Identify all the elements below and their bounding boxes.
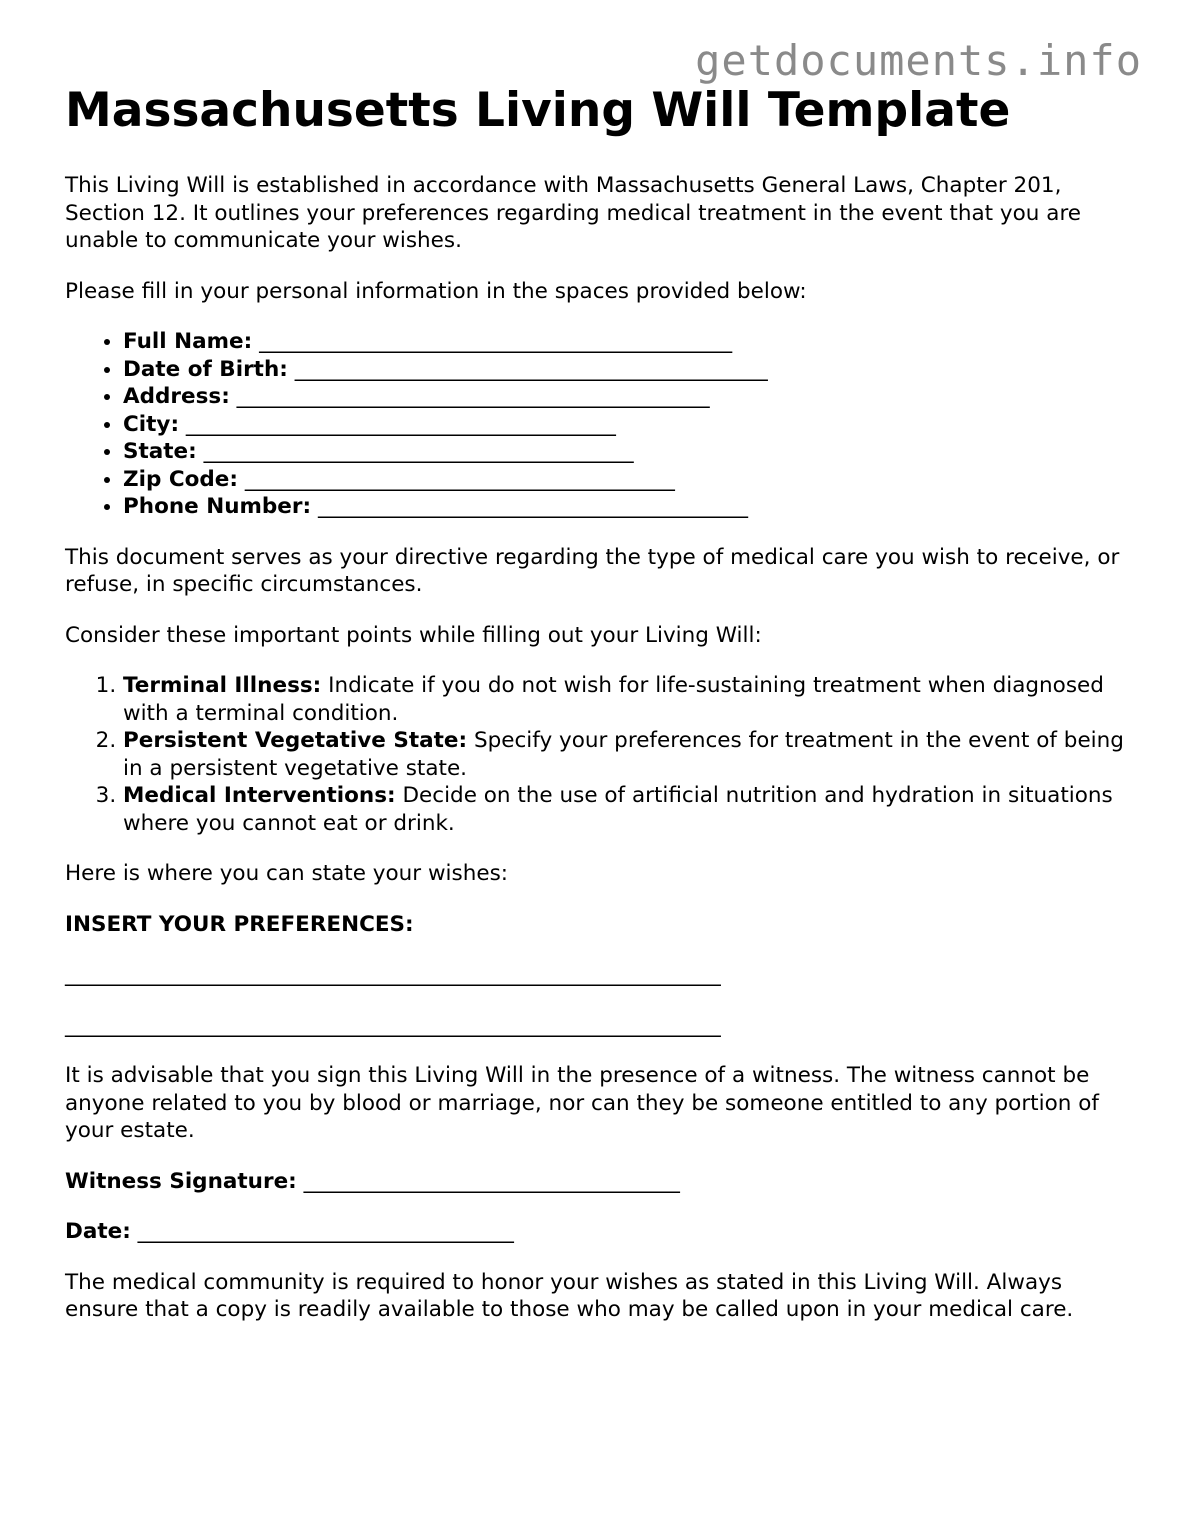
consider-paragraph: Consider these important points while filling out your Living Will: — [65, 622, 762, 648]
field-date-of-birth — [123, 356, 1125, 384]
date-label: Date: — [65, 1219, 131, 1244]
field-label: Full Name: — [123, 329, 253, 354]
closing-paragraph: The medical community is required to honor your wishes as stated in this Living Will. Always ensure that a copy is readily available to those who may be called upon in your medical care. — [65, 1269, 1074, 1322]
witness-signature-blank: ___________________________________ — [303, 1168, 680, 1194]
field-label: Zip Code: — [123, 466, 238, 492]
field-blank: ________________________________________ — [317, 494, 748, 519]
field-label: Address: — [123, 384, 230, 409]
field-blank: ____________________________________________ — [236, 384, 710, 409]
document-page — [65, 84, 1125, 1347]
point-text: Decide on the use of artificial nutrition and hydration in situations where you cannot eat or drink. — [123, 783, 1113, 836]
witness-signature-line — [65, 1168, 1125, 1196]
field-zip-code — [123, 466, 1125, 494]
point-terminal-illness — [123, 672, 1125, 727]
field-blank: ________________________________________ — [185, 411, 616, 437]
point-term: Terminal Illness: — [123, 673, 322, 698]
field-blank: ________________________________________ — [244, 466, 675, 492]
field-city — [123, 411, 1125, 439]
point-text: Specify your preferences for treatment in the event of being in a persistent vegetative state. — [123, 728, 1124, 781]
preference-line-1: _____________________________________________________________ — [65, 962, 721, 987]
points-list — [65, 672, 1125, 837]
intro-paragraph: This Living Will is established in accordance with Massachusetts General Laws, Chapter 201, Section 12. It outlines your preferences regarding medical treatment in the event that you are unable to communicate your wishes. — [65, 173, 1082, 253]
point-term: Persistent Vegetative State: — [123, 728, 468, 753]
witness-signature-label: Witness Signature: — [65, 1168, 297, 1194]
witness-advice: It is advisable that you sign this Living Will in the presence of a witness. The witness cannot be anyone related to you by blood or marriage, nor can they be someone entitled to any portion of your estate. — [65, 1063, 1099, 1143]
field-full-name — [123, 328, 1125, 356]
point-medical-interventions — [123, 782, 1125, 837]
field-blank: ____________________________________________ — [294, 356, 768, 382]
field-address — [123, 383, 1125, 411]
preference-line-2: _____________________________________________________________ — [65, 1012, 721, 1038]
point-text: Indicate if you do not wish for life-sustaining treatment when diagnosed with a terminal condition. — [123, 673, 1104, 726]
field-label: Phone Number: — [123, 494, 312, 519]
fill-prompt: Please fill in your personal information in the spaces provided below: — [65, 278, 807, 304]
watermark: getdocuments.info — [695, 36, 1142, 85]
directive-paragraph: This document serves as your directive regarding the type of medical care you wish to receive, or refuse, in specific circumstances. — [65, 544, 1120, 597]
preferences-heading — [65, 911, 1125, 939]
field-blank: ________________________________________ — [203, 439, 634, 464]
preferences-heading-text: INSERT YOUR PREFERENCES: — [65, 911, 414, 937]
field-label: City: — [123, 411, 180, 437]
field-state — [123, 438, 1125, 466]
field-label: Date of Birth: — [123, 356, 288, 382]
point-term: Medical Interventions: — [123, 783, 396, 808]
wishes-prompt: Here is where you can state your wishes: — [65, 861, 509, 886]
field-blank: ____________________________________________ — [259, 329, 733, 354]
date-line — [65, 1218, 1125, 1246]
date-blank: ___________________________________ — [137, 1219, 514, 1244]
personal-info-list — [65, 328, 1125, 521]
point-persistent-vegetative-state — [123, 727, 1125, 782]
field-label: State: — [123, 439, 197, 464]
field-phone-number — [123, 493, 1125, 521]
page-title: Massachusetts Living Will Template — [65, 83, 1011, 138]
